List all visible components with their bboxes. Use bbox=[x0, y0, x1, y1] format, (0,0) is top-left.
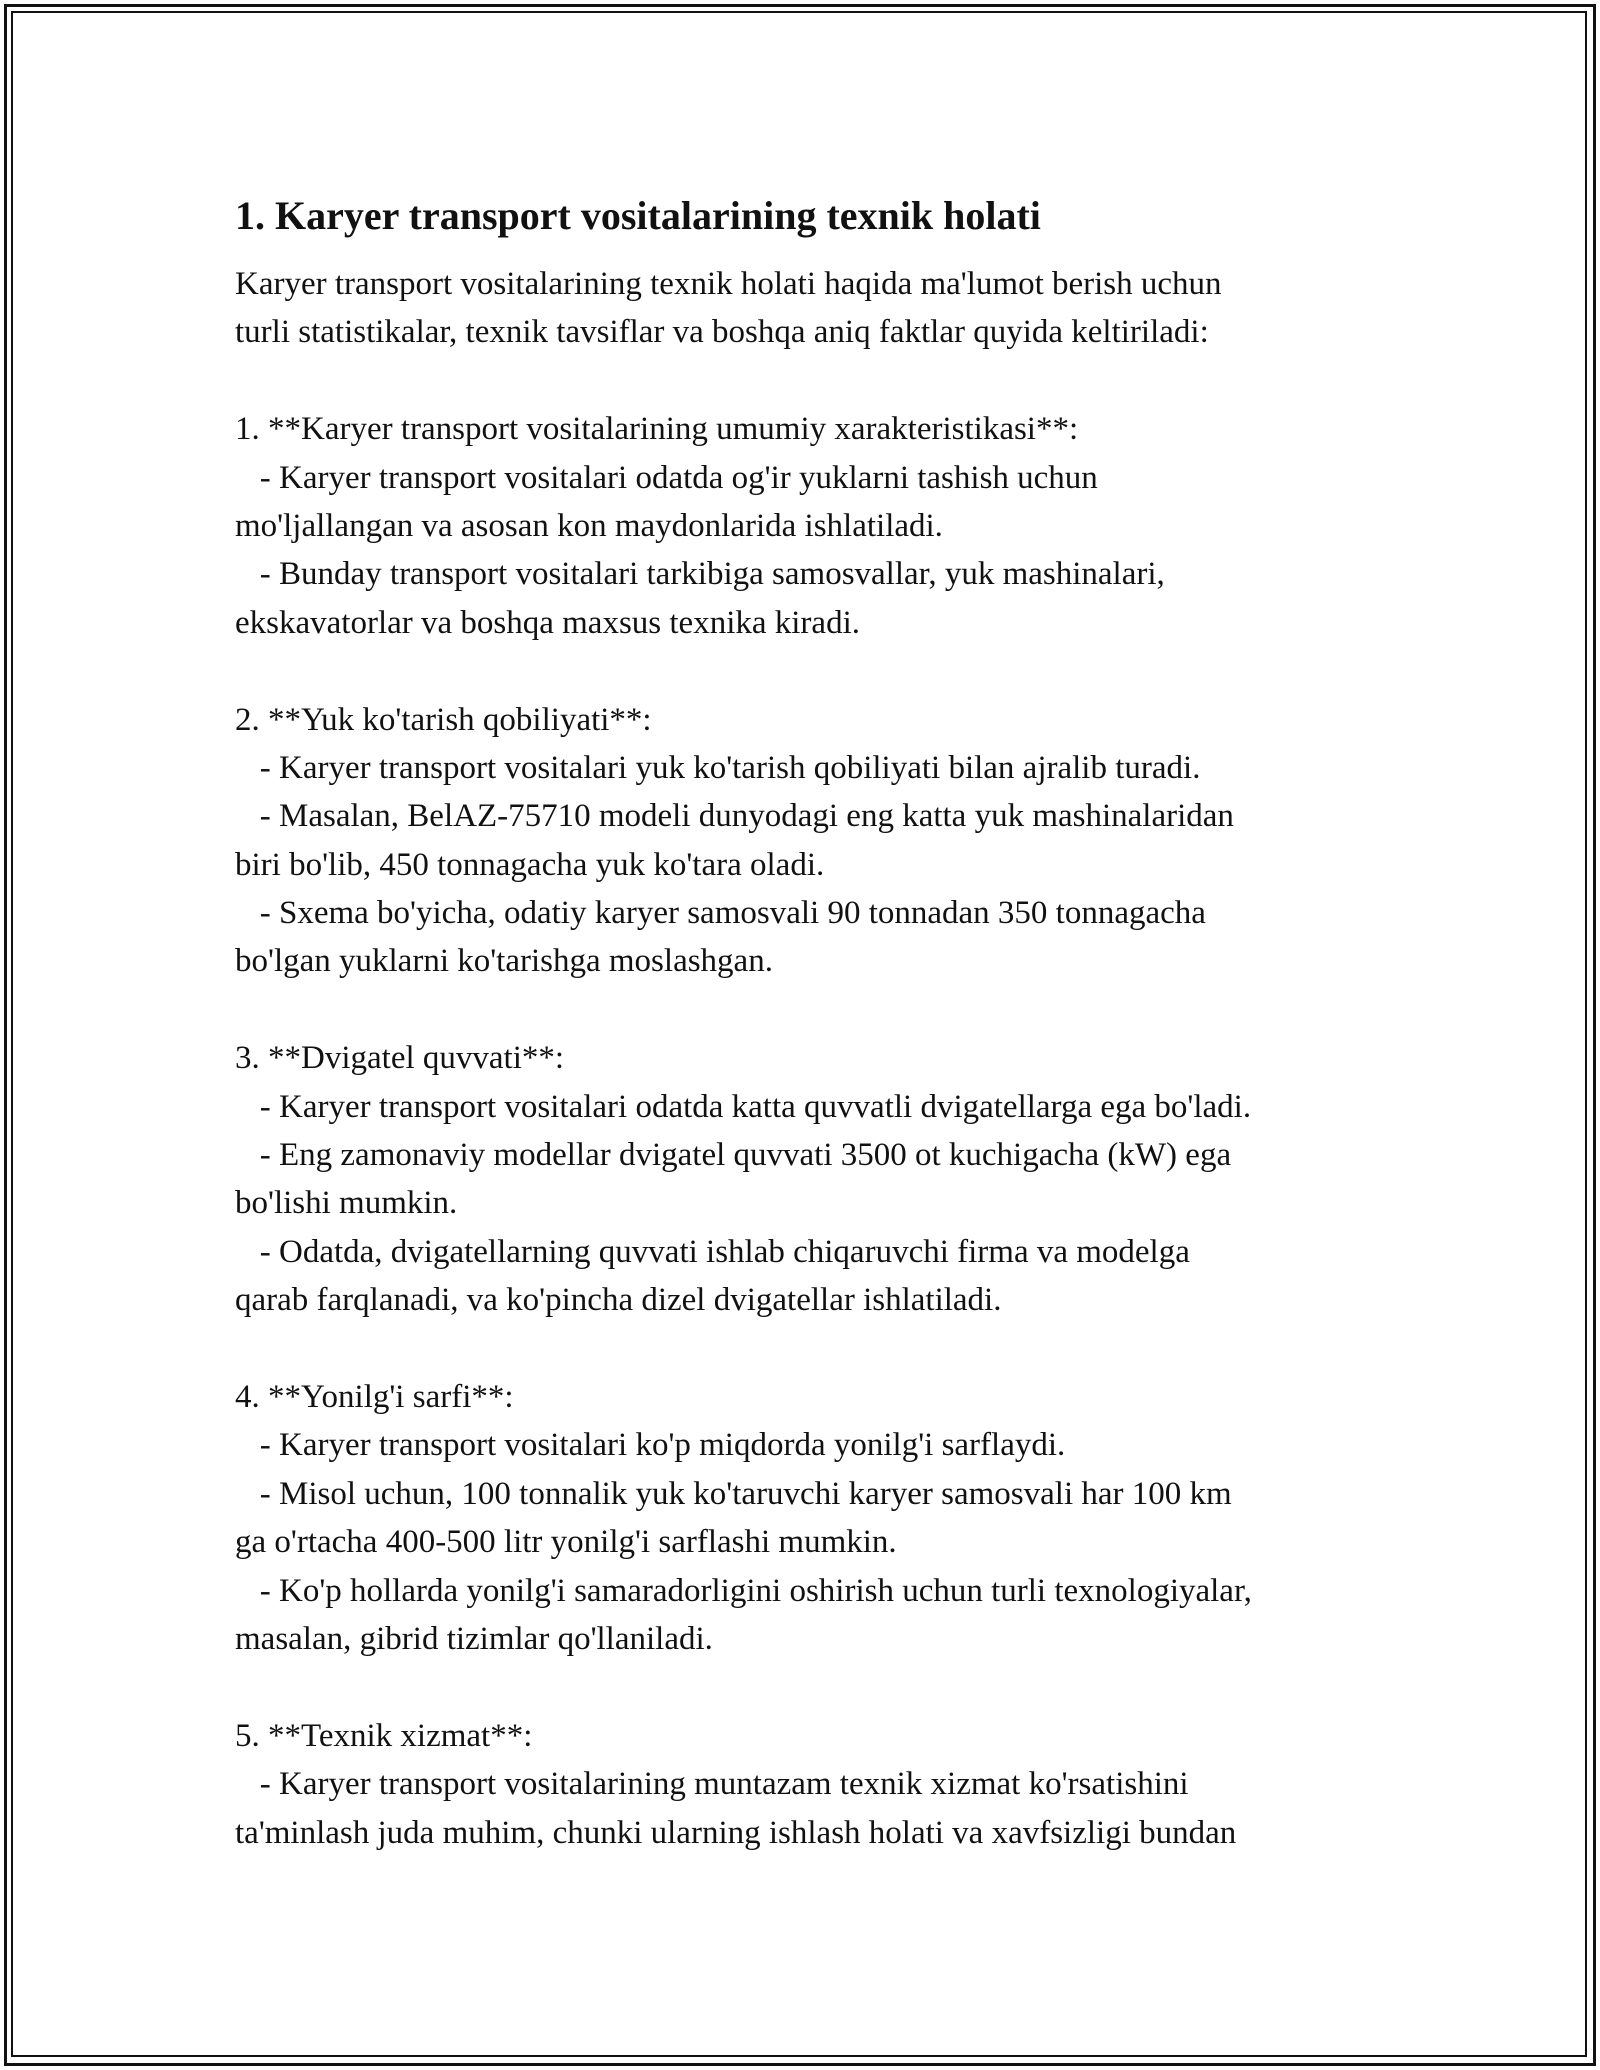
text-line: - Odatda, dvigatellarning quvvati ishlab chiqaruvchi firma va modelga bbox=[235, 1233, 1190, 1270]
text-line: biri bo'lib, 450 tonnagacha yuk ko'tara oladi. bbox=[235, 846, 825, 883]
text-line: ga o'rtacha 400-500 litr yonilg'i sarflashi mumkin. bbox=[235, 1524, 897, 1561]
text-line: 5. **Texnik xizmat**: bbox=[235, 1717, 533, 1754]
text-line: - Karyer transport vositalari odatda og'ir yuklarni tashish uchun bbox=[235, 459, 1098, 496]
text-line: - Karyer transport vositalari yuk ko'tarish qobiliyati bilan ajralib turadi. bbox=[235, 749, 1201, 786]
text-line: qarab farqlanadi, va ko'pincha dizel dvigatellar ishlatiladi. bbox=[235, 1282, 1002, 1319]
text-line: masalan, gibrid tizimlar qo'llaniladi. bbox=[235, 1620, 713, 1657]
text-line: mo'ljallangan va asosan kon maydonlarida ishlatiladi. bbox=[235, 507, 943, 544]
text-line: - Karyer transport vositalari ko'p miqdorda yonilg'i sarflaydi. bbox=[235, 1427, 1066, 1464]
text-line: ta'minlash juda muhim, chunki ularning ishlash holati va xavfsizligi bundan bbox=[235, 1814, 1237, 1851]
text-line: - Masalan, BelAZ-75710 modeli dunyodagi eng katta yuk mashinalaridan bbox=[235, 798, 1234, 835]
text-line: 2. **Yuk ko'tarish qobiliyati**: bbox=[235, 701, 652, 738]
text-line: - Karyer transport vositalari odatda katta quvvatli dvigatellarga ega bo'ladi. bbox=[235, 1088, 1252, 1125]
text-line: - Ko'p hollarda yonilg'i samaradorligini oshirish uchun turli texnologiyalar, bbox=[235, 1572, 1252, 1609]
document-title: 1. Karyer transport vositalarining texnik holati bbox=[235, 193, 1041, 238]
text-line: 3. **Dvigatel quvvati**: bbox=[235, 1040, 565, 1077]
blank-line bbox=[235, 1325, 1395, 1373]
blank-line bbox=[235, 647, 1395, 695]
document-text bbox=[235, 260, 1395, 1857]
text-line: - Sxema bo'yicha, odatiy karyer samosvali 90 tonnadan 350 tonnagacha bbox=[235, 895, 1206, 932]
text-line: bo'lgan yuklarni ko'tarishga moslashgan. bbox=[235, 943, 773, 980]
blank-line bbox=[235, 357, 1395, 405]
document-body bbox=[235, 190, 1395, 1857]
text-line: ekskavatorlar va boshqa maxsus texnika kiradi. bbox=[235, 604, 860, 641]
text-line: - Misol uchun, 100 tonnalik yuk ko'taruvchi karyer samosvali har 100 km bbox=[235, 1475, 1232, 1512]
text-line: turli statistikalar, texnik tavsiflar va boshqa aniq faktlar quyida keltiriladi: bbox=[235, 314, 1209, 351]
blank-line bbox=[235, 986, 1395, 1034]
text-line: - Karyer transport vositalarining muntazam texnik xizmat ko'rsatishini bbox=[235, 1766, 1189, 1803]
text-line: - Bunday transport vositalari tarkibiga samosvallar, yuk mashinalari, bbox=[235, 556, 1165, 593]
text-line: Karyer transport vositalarining texnik holati haqida ma'lumot berish uchun bbox=[235, 266, 1222, 302]
text-line: 4. **Yonilg'i sarfi**: bbox=[235, 1378, 514, 1415]
text-line: - Eng zamonaviy modellar dvigatel quvvati 3500 ot kuchigacha (kW) ega bbox=[235, 1137, 1232, 1174]
text-line: 1. **Karyer transport vositalarining umumiy xarakteristikasi**: bbox=[235, 411, 1079, 448]
text-line: bo'lishi mumkin. bbox=[235, 1185, 458, 1222]
blank-line bbox=[235, 1663, 1395, 1711]
